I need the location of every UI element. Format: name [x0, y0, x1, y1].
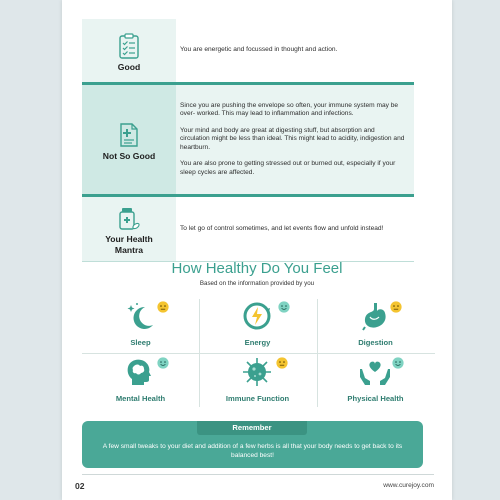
report-page	[62, 0, 452, 500]
row-label-cell	[82, 85, 176, 194]
table-row-health-mantra	[82, 197, 414, 261]
remember-text: A few small tweaks to your diet and addition of a few herbs is all that your body needs to get back to its balanced best!	[102, 443, 403, 459]
table-row-not-so-good	[82, 85, 414, 194]
row-label-cell	[82, 19, 176, 82]
row-paragraph: You are energetic and focussed in thought and action.	[180, 46, 338, 54]
remember-title: Remember	[197, 421, 307, 435]
remember-box	[82, 421, 423, 468]
row-paragraph: You are also prone to getting stressed out or burned out, especially if your sleep cycles are affected.	[180, 160, 396, 176]
row-label-health-mantra: Your Health Mantra	[105, 233, 153, 255]
clipboard-checklist-icon	[118, 33, 140, 59]
website-link[interactable]: www.curejoy.com	[383, 482, 434, 489]
row-paragraph: Since you are pushing the envelope so often, your immune system may be over- worked. This may lead to inflammation and infections.	[180, 101, 399, 118]
section-title: How Healthy Do You Feel	[171, 260, 343, 277]
section-subtitle: Based on the information provided by you	[199, 280, 315, 287]
neutral-face-icon	[390, 301, 402, 313]
grid-cell-mental-health	[82, 353, 199, 409]
neutral-face-icon	[157, 301, 169, 313]
grid-label-physical-health: Physical Health	[347, 394, 404, 403]
grid-label-digestion: Digestion	[358, 338, 393, 347]
row-text-not-so-good	[176, 85, 414, 194]
happy-face-icon	[392, 357, 404, 369]
table-row-good	[82, 19, 414, 82]
grid-label-sleep: Sleep	[130, 338, 151, 347]
grid-label-immune-function: Immune Function	[225, 394, 290, 403]
row-label-good: Good	[117, 61, 141, 72]
happy-face-icon	[278, 301, 290, 313]
grid-cell-physical-health	[317, 353, 434, 409]
grid-cell-energy	[199, 297, 316, 353]
happy-face-icon	[157, 357, 169, 369]
grid-cell-sleep	[82, 297, 199, 353]
medical-report-icon	[118, 122, 140, 148]
row-label-not-so-good: Not So Good	[102, 150, 156, 161]
grid-cell-immune-function	[199, 353, 316, 409]
grid-cell-digestion	[317, 297, 434, 353]
neutral-face-icon	[276, 357, 288, 369]
grid-label-energy: Energy	[244, 338, 271, 347]
moon-stars-icon	[123, 301, 157, 331]
health-feel-grid	[82, 297, 435, 409]
page-number: 02	[75, 481, 85, 491]
brain-head-icon	[123, 357, 157, 387]
row-label-cell	[82, 197, 176, 261]
heart-hands-icon	[358, 357, 392, 387]
row-text-good	[176, 19, 414, 82]
energy-bolt-icon	[240, 301, 274, 331]
footer-divider	[82, 474, 434, 475]
row-paragraph: Your mind and body are great at digesting stuff, but absorption and circulation might be less than ideal. This might lead to acidity, indigestion and heartburn.	[180, 126, 405, 151]
row-text-health-mantra	[176, 197, 414, 261]
stomach-icon	[358, 301, 392, 331]
grid-label-mental-health: Mental Health	[115, 394, 166, 403]
medicine-bottle-icon	[117, 207, 141, 231]
virus-icon	[240, 357, 274, 387]
row-paragraph: To let go of control sometimes, and let events flow and unfold instead!	[180, 224, 384, 232]
